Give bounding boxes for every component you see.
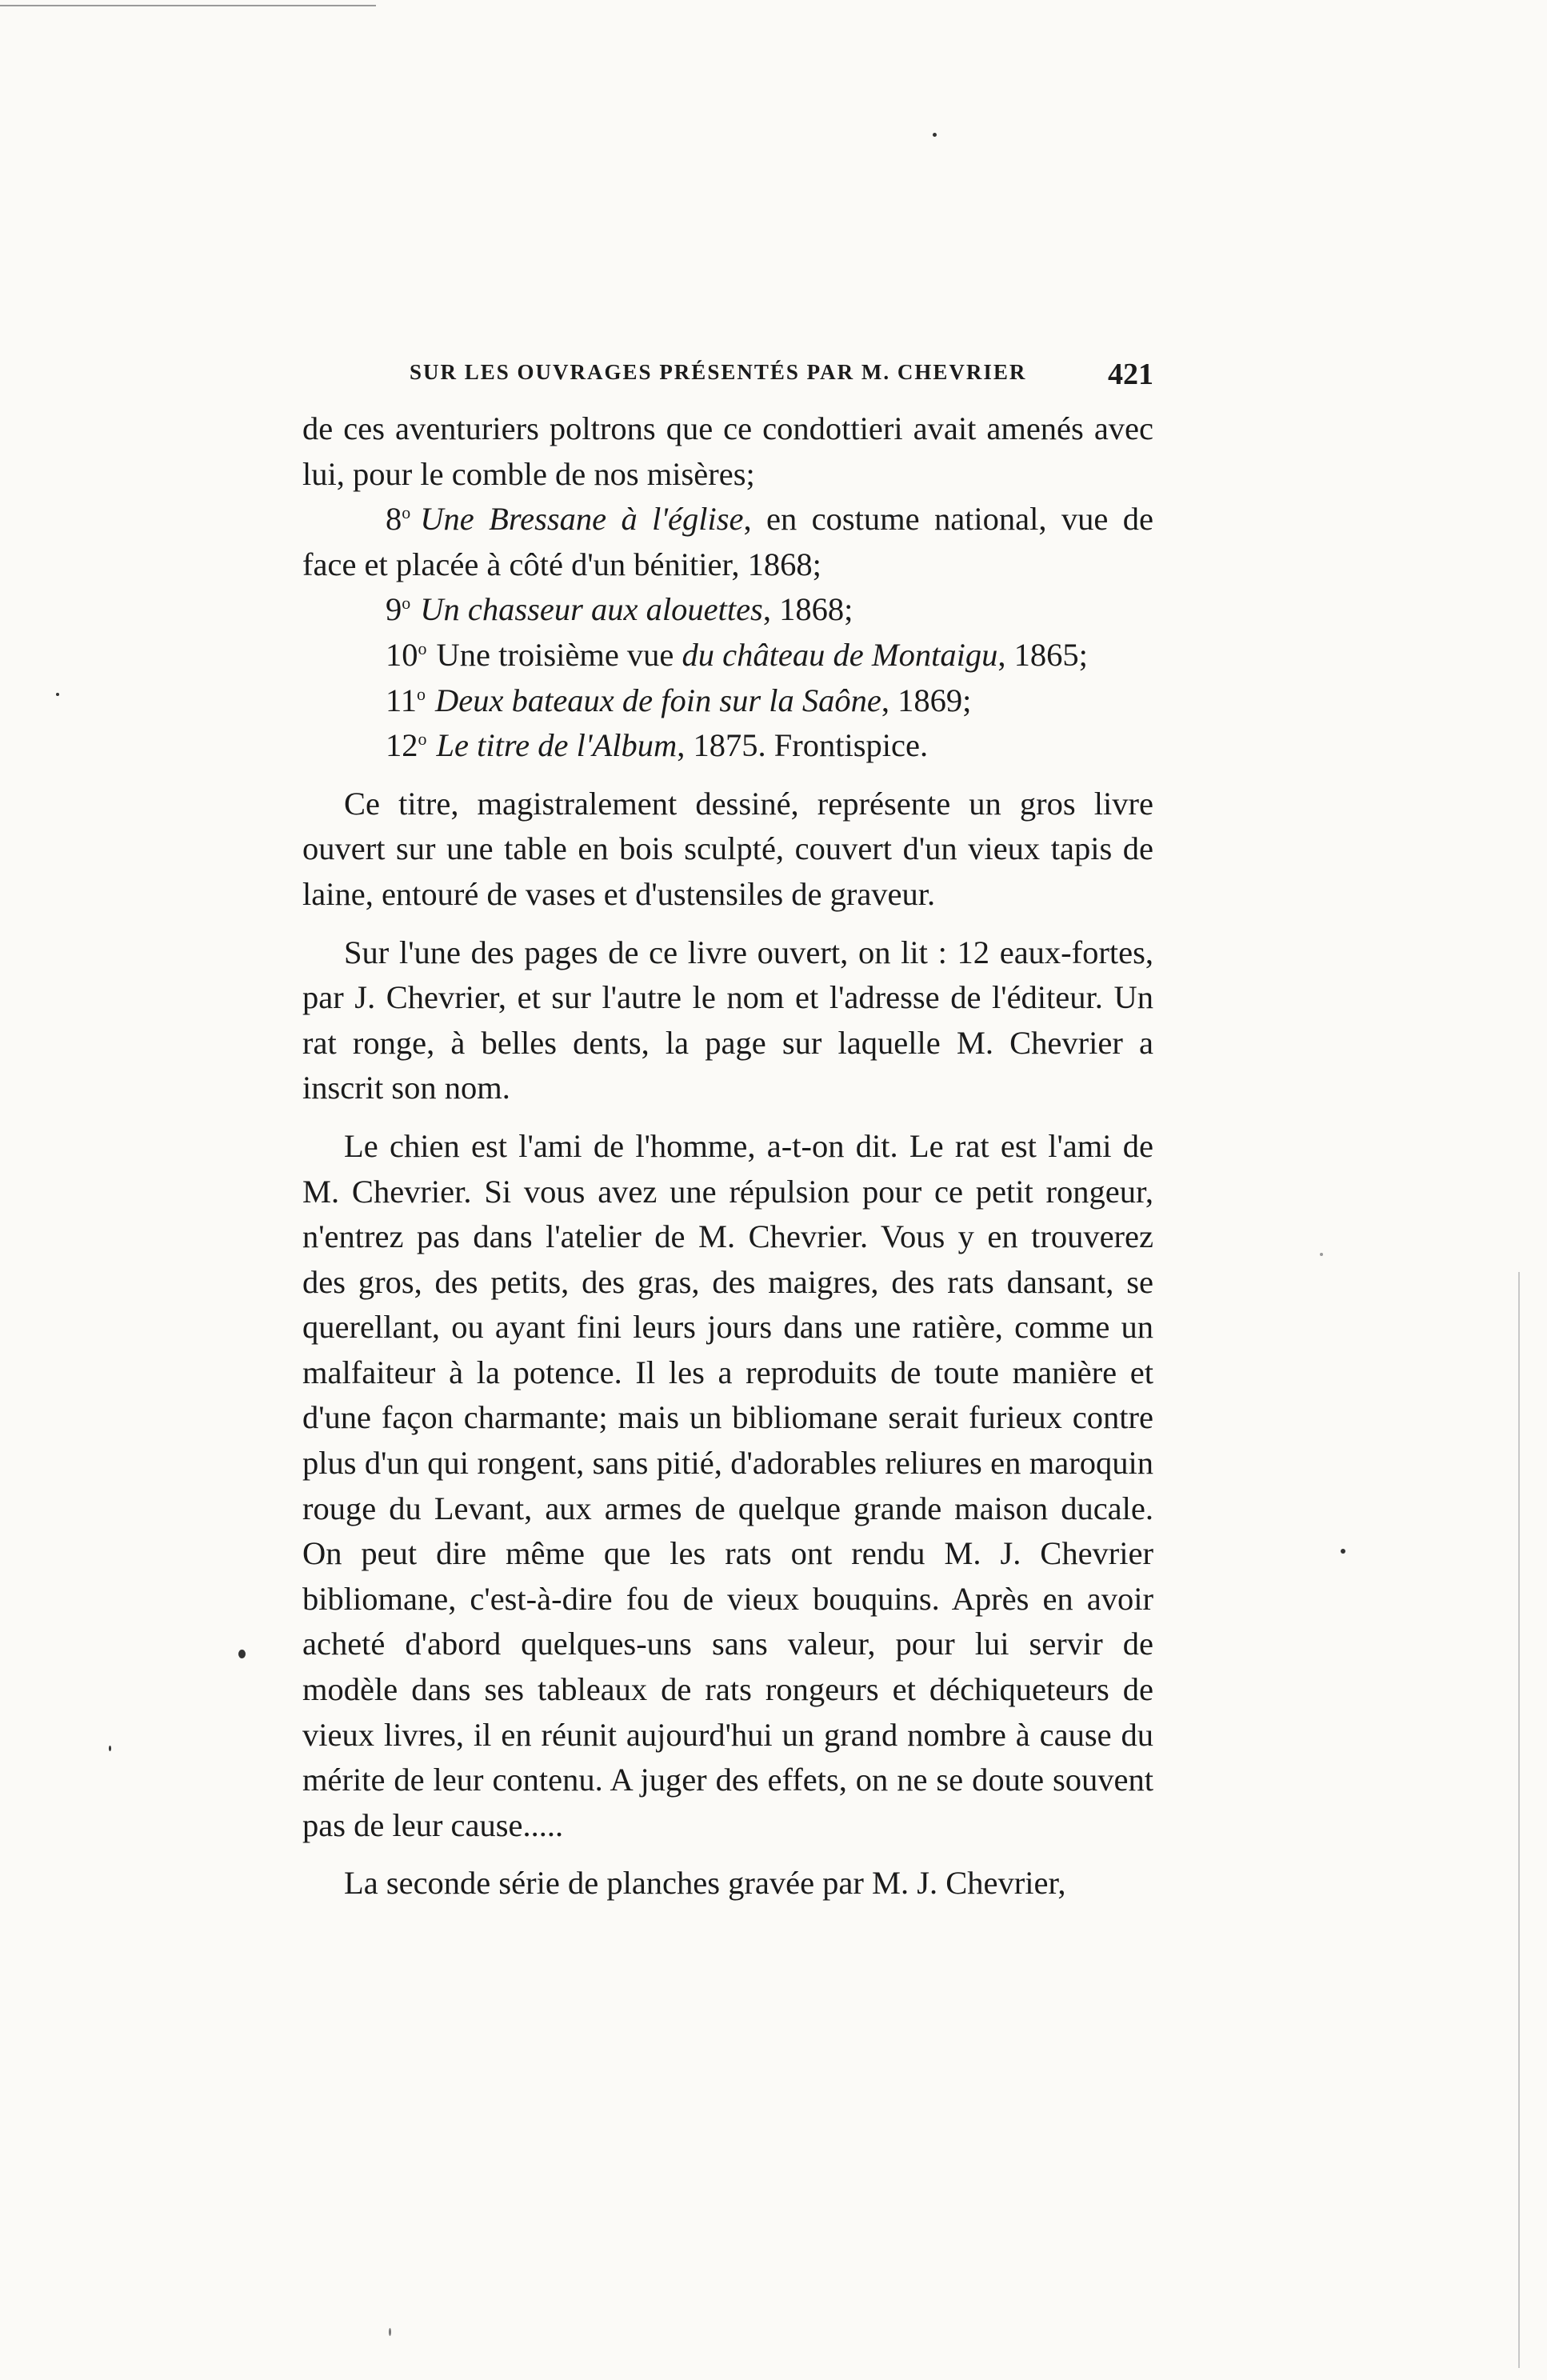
- list-item-label: 9$^o$: [386, 591, 411, 628]
- list-item-label: 12$^o$: [386, 727, 427, 764]
- scan-speck: [238, 1650, 246, 1658]
- paragraph-continuation: de ces aventuriers poltrons que ce condottieri avait amenés avec lui, pour le comble de nos misères;: [302, 410, 1153, 492]
- scan-speck: [389, 2328, 391, 2336]
- artwork-title: Deux bateaux de foin sur la Saône: [435, 682, 881, 718]
- list-item-10: 10$^o$ Une troisième vue du château de Montaigu, 1865;: [302, 633, 1153, 678]
- scan-margin-line: [1518, 1272, 1520, 2368]
- artwork-title: Une Bressane à l'église: [420, 501, 744, 538]
- artwork-title: Le titre de l'Album: [436, 727, 678, 764]
- paragraph: Ce titre, magistralement dessiné, représente un gros livre ouvert sur une table en bois sculpté, couvert d'un vieux tapis de laine, entouré de vases et d'ustensiles de graveur.: [302, 785, 1153, 912]
- running-head: [410, 357, 1153, 397]
- list-item-label: 8$^o$: [386, 501, 411, 538]
- artwork-title: du château de Montaigu: [682, 636, 998, 673]
- page-number: 421: [1108, 358, 1153, 391]
- paragraph: Le chien est l'ami de l'homme, a-t-on dit. Le rat est l'ami de M. Chevrier. Si vous avez une répulsion pour ce petit rongeur, n'entrez pas dans l'atelier de M. Chevrier. Vous y en trouverez des gros, des petits, des gras, des maigres, des rats dansant, se querellant, ou ayant fini leurs jours dans une ratière, comme un malfaiteur à la potence. Il les a reproduits de toute manière et d'une façon charmante; mais un bibliomane serait furieux contre plus d'un qui rongent, sans pitié, d'adorables reliures en maroquin rouge du Levant, aux armes de quelque grande maison ducale. On peut dire même que les rats ont rendu M. J. Chevrier bibliomane, c'est-à-dire fou de vieux bouquins. Après en avoir acheté d'abord quelques-uns sans valeur, pour lui servir de modèle dans ses tableaux de rats rongeurs et déchiqueteurs de vieux livres, il en réunit aujourd'hui un grand nombre à cause du mérite de leur contenu. A juger des effets, on ne se doute souvent pas de leur cause.....: [302, 1127, 1153, 1843]
- body-text: [302, 406, 1153, 1906]
- list-item-11: 11$^o$ Deux bateaux de foin sur la Saône, 1869;: [302, 678, 1153, 724]
- running-head-title: SUR LES OUVRAGES PRÉSENTÉS PAR M. CHEVRIER: [410, 360, 1027, 384]
- paragraph: Sur l'une des pages de ce livre ouvert, on lit : 12 eaux-fortes, par J. Chevrier, et sur l'autre le nom et l'adresse de l'éditeur. Un rat ronge, à belles dents, la page sur laquelle M. Chevrier a inscrit son nom.: [302, 934, 1153, 1106]
- scan-speck: [56, 693, 59, 696]
- top-rule: [0, 5, 376, 6]
- list-item-12: 12$^o$ Le titre de l'Album, 1875. Frontispice.: [302, 723, 1153, 769]
- list-item-9: 9$^o$ Un chasseur aux alouettes, 1868;: [302, 587, 1153, 633]
- scan-speck: [933, 133, 937, 137]
- scan-speck: [1341, 1549, 1345, 1554]
- paragraph: La seconde série de planches gravée par M. J. Chevrier,: [344, 1865, 1066, 1902]
- list-item-8: 8$^o$ Une Bressane à l'église, en costume national, vue de face et placée à côté d'un bénitier, 1868;: [302, 497, 1153, 587]
- scan-speck: [1320, 1253, 1323, 1256]
- list-item-label: 10$^o$: [386, 636, 427, 673]
- scan-speck: [109, 1746, 111, 1751]
- artwork-title: Un chasseur aux alouettes: [420, 591, 763, 628]
- list-item-label: 11$^o$: [386, 682, 426, 718]
